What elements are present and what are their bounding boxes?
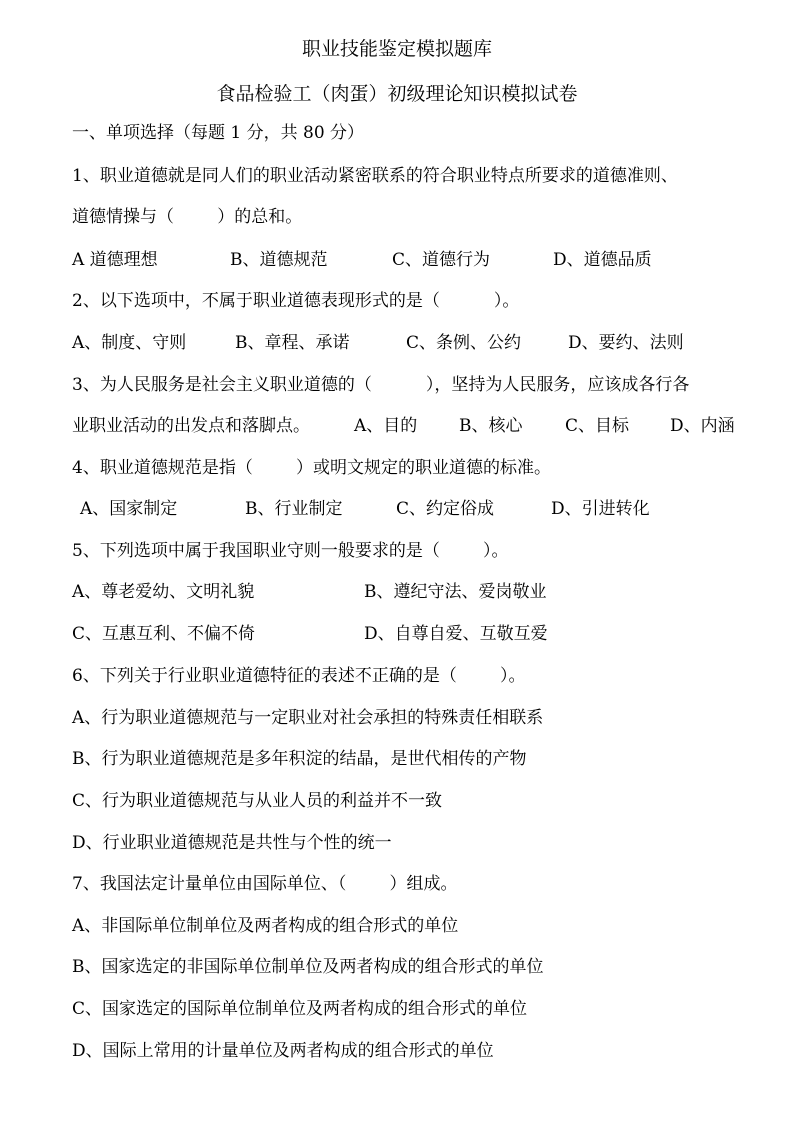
- document-subtitle: 食品检验工（肉蛋）初级理论知识模拟试卷: [216, 83, 578, 105]
- question-3-line-2: 业职业活动的出发点和落脚点。: [72, 416, 310, 436]
- question-5-option-b: B、遵纪守法、爱岗敬业: [364, 582, 547, 602]
- question-1-option-b: B、道德规范: [230, 250, 328, 270]
- question-1-option-a: A 道德理想: [72, 250, 158, 270]
- question-4-option-a: A、国家制定: [80, 499, 178, 519]
- question-4-line-1: 4、职业道德规范是指（ ）或明文规定的职业道德的标准。: [72, 458, 552, 478]
- question-4-option-d: D、引进转化: [551, 499, 650, 519]
- question-1-option-d: D、道德品质: [553, 250, 652, 270]
- question-6-option-a: A、行为职业道德规范与一定职业对社会承担的特殊责任相联系: [72, 708, 544, 728]
- document-title: 职业技能鉴定模拟题库: [301, 38, 492, 60]
- question-3-option-b: B、核心: [459, 416, 523, 436]
- question-6-option-d: D、行业职业道德规范是共性与个性的统一: [72, 833, 392, 853]
- question-4-option-b: B、行业制定: [245, 499, 343, 519]
- question-2-option-a: A、制度、守则: [72, 333, 187, 353]
- question-3-option-d: D、内涵: [670, 416, 735, 436]
- question-2-line-1: 2、以下选项中，不属于职业道德表现形式的是（ ）。: [72, 291, 520, 311]
- question-2-option-d: D、要约、法则: [568, 333, 684, 353]
- question-3-option-c: C、目标: [565, 416, 630, 436]
- section-heading: 一、单项选择（每题 1 分，共 80 分）: [72, 123, 365, 143]
- question-5-option-d: D、自尊自爱、互敬互爱: [364, 624, 548, 644]
- question-7-option-b: B、国家选定的非国际单位制单位及两者构成的组合形式的单位: [72, 957, 544, 977]
- question-7-option-a: A、非国际单位制单位及两者构成的组合形式的单位: [72, 916, 459, 936]
- question-5-option-c: C、互惠互利、不偏不倚: [72, 624, 256, 644]
- question-1-line-1: 1、职业道德就是同人们的职业活动紧密联系的符合职业特点所要求的道德准则、: [72, 166, 678, 186]
- question-2-option-b: B、章程、承诺: [235, 333, 350, 353]
- question-7-line-1: 7、我国法定计量单位由国际单位、（ ）组成。: [72, 874, 458, 894]
- question-7-option-c: C、国家选定的国际单位制单位及两者构成的组合形式的单位: [72, 999, 528, 1019]
- question-3-line-1: 3、为人民服务是社会主义职业道德的（ ），坚持为人民服务，应该成各行各: [72, 375, 690, 395]
- question-6-line-1: 6、下列关于行业职业道德特征的表述不正确的是（ ）。: [72, 666, 526, 686]
- question-4-option-c: C、约定俗成: [396, 499, 495, 519]
- question-5-line-1: 5、下列选项中属于我国职业守则一般要求的是（ ）。: [72, 541, 509, 561]
- question-7-option-d: D、国际上常用的计量单位及两者构成的组合形式的单位: [72, 1041, 494, 1061]
- question-5-option-a: A、尊老爱幼、文明礼貌: [72, 582, 255, 602]
- question-6-option-b: B、行为职业道德规范是多年积淀的结晶，是世代相传的产物: [72, 749, 527, 769]
- question-6-option-c: C、行为职业道德规范与从业人员的利益并不一致: [72, 791, 443, 811]
- question-3-option-a: A、目的: [354, 416, 418, 436]
- question-1-option-c: C、道德行为: [392, 250, 491, 270]
- question-1-line-2: 道德情操与（ ）的总和。: [72, 207, 303, 227]
- question-2-option-c: C、条例、公约: [406, 333, 522, 353]
